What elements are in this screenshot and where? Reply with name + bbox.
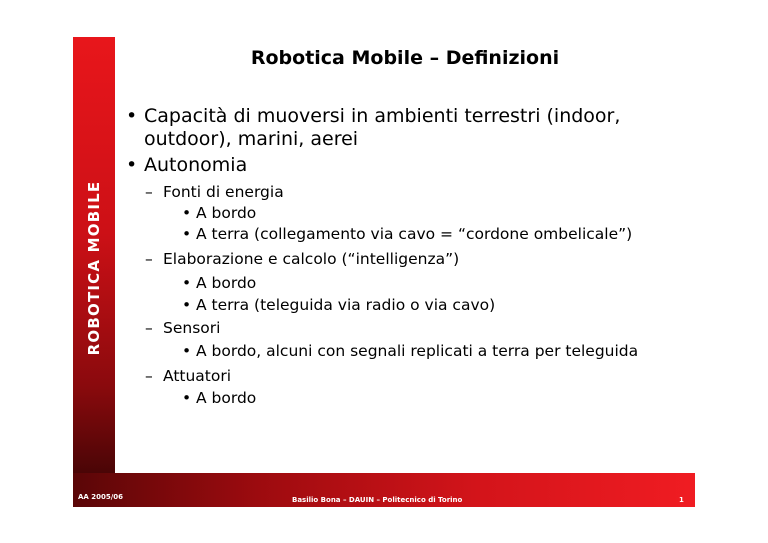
bullet-marker: • [182, 342, 192, 360]
sub-bullet-item [145, 366, 232, 386]
dash-marker: – [145, 250, 153, 268]
bullet-marker: • [182, 204, 192, 222]
dash-marker: – [145, 183, 153, 201]
sub-sub-bullet-text: A bordo [196, 204, 257, 222]
sub-sub-bullet-item [182, 273, 257, 293]
bullet-marker: • [126, 154, 138, 176]
bullet-marker: • [182, 225, 192, 243]
bullet-text: Capacità di muoversi in ambienti terrestri (indoor, outdoor), marini, aerei [144, 105, 621, 150]
side-label: ROBOTICA MOBILE [85, 180, 103, 356]
sub-sub-bullet-text: A terra (collegamento via cavo = “cordone ombelicale”) [196, 225, 633, 243]
footer-author: Basilio Bona – DAUIN – Politecnico di Torino [292, 496, 463, 504]
sub-sub-bullet-text: A bordo [196, 274, 257, 292]
dash-marker: – [145, 319, 153, 337]
slide-title: Robotica Mobile – Definizioni [250, 47, 560, 69]
sub-sub-bullet-text: A terra (teleguida via radio o via cavo) [196, 296, 496, 314]
dash-marker: – [145, 367, 153, 385]
page-number: 1 [679, 496, 684, 504]
sub-sub-bullet-item [182, 203, 257, 223]
bullet-marker: • [126, 105, 138, 127]
sub-bullet-text: Elaborazione e calcolo (“intelligenza”) [163, 250, 460, 268]
sub-bullet-item [145, 318, 221, 338]
bullet-text: Autonomia [144, 154, 248, 176]
sub-bullet-text: Sensori [163, 319, 221, 337]
footer-year: AA 2005/06 [78, 493, 124, 501]
sub-sub-bullet-item [182, 224, 633, 244]
bullet-item [126, 154, 654, 177]
sub-sub-bullet-item [182, 341, 639, 361]
sub-bullet-text: Fonti di energia [163, 183, 284, 201]
bullet-item [126, 105, 654, 151]
sub-bullet-item [145, 182, 284, 202]
sub-bullet-text: Attuatori [163, 367, 232, 385]
sub-sub-bullet-item [182, 295, 496, 315]
bullet-marker: • [182, 296, 192, 314]
bullet-marker: • [182, 274, 192, 292]
bullet-marker: • [182, 389, 192, 407]
sub-sub-bullet-item [182, 388, 257, 408]
sub-sub-bullet-text: A bordo, alcuni con segnali replicati a terra per teleguida [196, 342, 639, 360]
sub-bullet-item [145, 249, 460, 269]
sub-sub-bullet-text: A bordo [196, 389, 257, 407]
